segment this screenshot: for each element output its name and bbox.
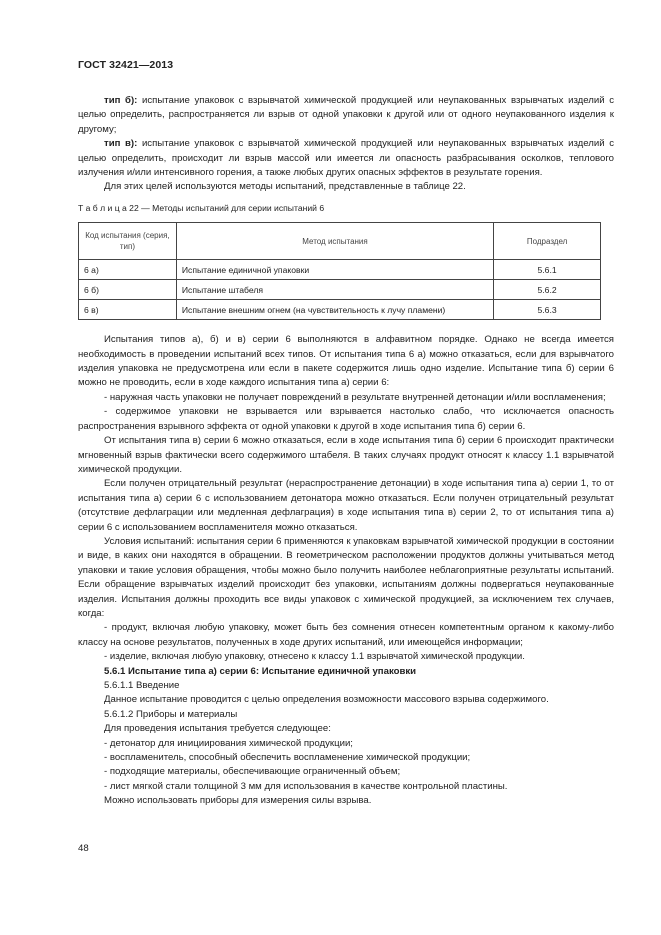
body-list-item: - изделие, включая любую упаковку, отнесено к классу 1.1 взрывчатой химической продукции.: [104, 651, 525, 663]
paragraph-type-c: [78, 137, 614, 180]
table-header-row: [79, 223, 601, 260]
cell-method: Испытание внешним огнем (на чувствительность к лучу пламени): [176, 300, 493, 320]
document-header: ГОСТ 32421—2013: [78, 59, 174, 71]
subsection-title-intro: 5.6.1.1 Введение: [104, 680, 180, 691]
cell-subsection: 5.6.2: [494, 280, 601, 300]
text-type-b: испытание упаковок с взрывчатой химической продукцией или неупакованных взрывчатых изделий с целью определить, распространяется ли взрыв от одной упаковки к другой или от одного неупакованного изделия к другому;: [78, 95, 614, 135]
body-paragraph: Условия испытаний: испытания серии 6 применяются к упаковкам взрывчатой химической продукции в состоянии и виде, в каких они находятся в обращении. В геометрическом расположении продуктов должны учитываться метод упаковки и такие условия обращения, чтобы можно было получить наиболее неблагоприятные результаты испытаний. Если обращение взрывчатых изделий происходит без упаковки, испытаниям должны подвергаться неупакованные изделия. Испытания должны проходить все виды упаковок с химической продукцией, за исключением тех случаев, когда:: [78, 535, 614, 619]
section-title: 5.6.1 Испытание типа а) серии 6: Испытание единичной упаковки: [104, 665, 417, 677]
cell-code: 6 в): [79, 300, 177, 320]
page-content: [78, 94, 614, 809]
equipment-item: - подходящие материалы, обеспечивающие ограниченный объем;: [104, 766, 401, 778]
body-list-item: - содержимое упаковки не взрывается или взрывается настолько слабо, что исключается опасность распространения взрывного эффекта от одной упаковки к другой в ходе испытания типа б) серии 6.: [78, 406, 614, 432]
equipment-item: - детонатор для инициирования химической продукции;: [104, 737, 353, 749]
cell-method: Испытание единичной упаковки: [176, 260, 493, 280]
table-row: [79, 280, 601, 300]
cell-code: 6 б): [79, 280, 177, 300]
methods-table: [78, 222, 601, 320]
text-type-c: испытание упаковок с взрывчатой химической продукцией или неупакованных взрывчатых изделий с целью определить, происходит ли взрыв массой или имеется ли опасность разбрасывания осколков, теплового излучения и/или интенсивного горения, а также любых других опасных эффектов в результате горения.: [78, 138, 614, 179]
header-code: Код испытания (серия, тип): [79, 223, 177, 260]
table-row: [79, 260, 601, 280]
closing-paragraph: Можно использовать приборы для измерения силы взрыва.: [104, 795, 372, 807]
page-number: 48: [78, 843, 89, 854]
cell-method: Испытание штабеля: [176, 280, 493, 300]
cell-subsection: 5.6.3: [494, 300, 601, 320]
body-paragraph: Если получен отрицательный результат (нераспространение детонации) в ходе испытания типа а) серии 1, то от испытания типа а) серии 6 с использованием детонатора можно отказаться. Если получен отрицательный результат (отсутствие дефлаграции или медленная дефлаграция) в ходе испытания типа в) серии 2, то от испытания типа а) серии 6 с использованием воспламенителя можно отказаться.: [78, 478, 614, 533]
subsection-intro-text: Данное испытание проводится с целью определения возможности массового взрыва содержимого.: [104, 694, 549, 706]
header-method: Метод испытания: [176, 223, 493, 260]
cell-code: 6 а): [79, 260, 177, 280]
table-caption: Т а б л и ц а 22 — Методы испытаний для серии испытаний 6: [78, 202, 325, 213]
subsection-title-equipment: 5.6.1.2 Приборы и материалы: [104, 708, 238, 720]
paragraph-methods-intro: Для этих целей используются методы испытаний, представленные в таблице 22.: [104, 181, 466, 193]
paragraph-type-b: [78, 94, 614, 137]
body-paragraph: Испытания типов а), б) и в) серии 6 выполняются в алфавитном порядке. Однако не всегда имеется необходимость в проведении испытаний всех типов. От испытания типа 6 а) можно отказаться, если для взрывчатого изделия упаковка не предусмотрена или если в пакете содержится лишь одно изделие. Испытание типа б) серии 6 можно не проводить, если в ходе каждого испытания типа а) серии 6:: [78, 334, 614, 389]
table-row: [79, 300, 601, 320]
body-list-item: - продукт, включая любую упаковку, может быть без сомнения отнесен компетентным органом к какому-либо классу на основе результатов, полученных в ходе других испытаний, или имеющейся информации;: [78, 622, 614, 648]
body-paragraph: От испытания типа в) серии 6 можно отказаться, если в ходе испытания типа б) серии 6 происходит практически мгновенный взрыв фактически всего содержимого штабеля. В таких случаях продукт относят к классу 1.1 взрывчатой химической продукции.: [78, 435, 614, 475]
equipment-item: - лист мягкой стали толщиной 3 мм для использования в качестве контрольной пластины.: [104, 780, 508, 792]
equipment-intro: Для проведения испытания требуется следующее:: [104, 723, 331, 735]
cell-subsection: 5.6.1: [494, 260, 601, 280]
equipment-item: - воспламенитель, способный обеспечить воспламенение химической продукции;: [104, 752, 471, 764]
label-type-b: тип б):: [104, 95, 138, 106]
label-type-c: тип в):: [104, 138, 138, 150]
header-subsection: Подраздел: [494, 223, 601, 260]
body-list-item: - наружная часть упаковки не получает повреждений в результате внутренней детонации и/или воспламенения;: [104, 391, 606, 403]
